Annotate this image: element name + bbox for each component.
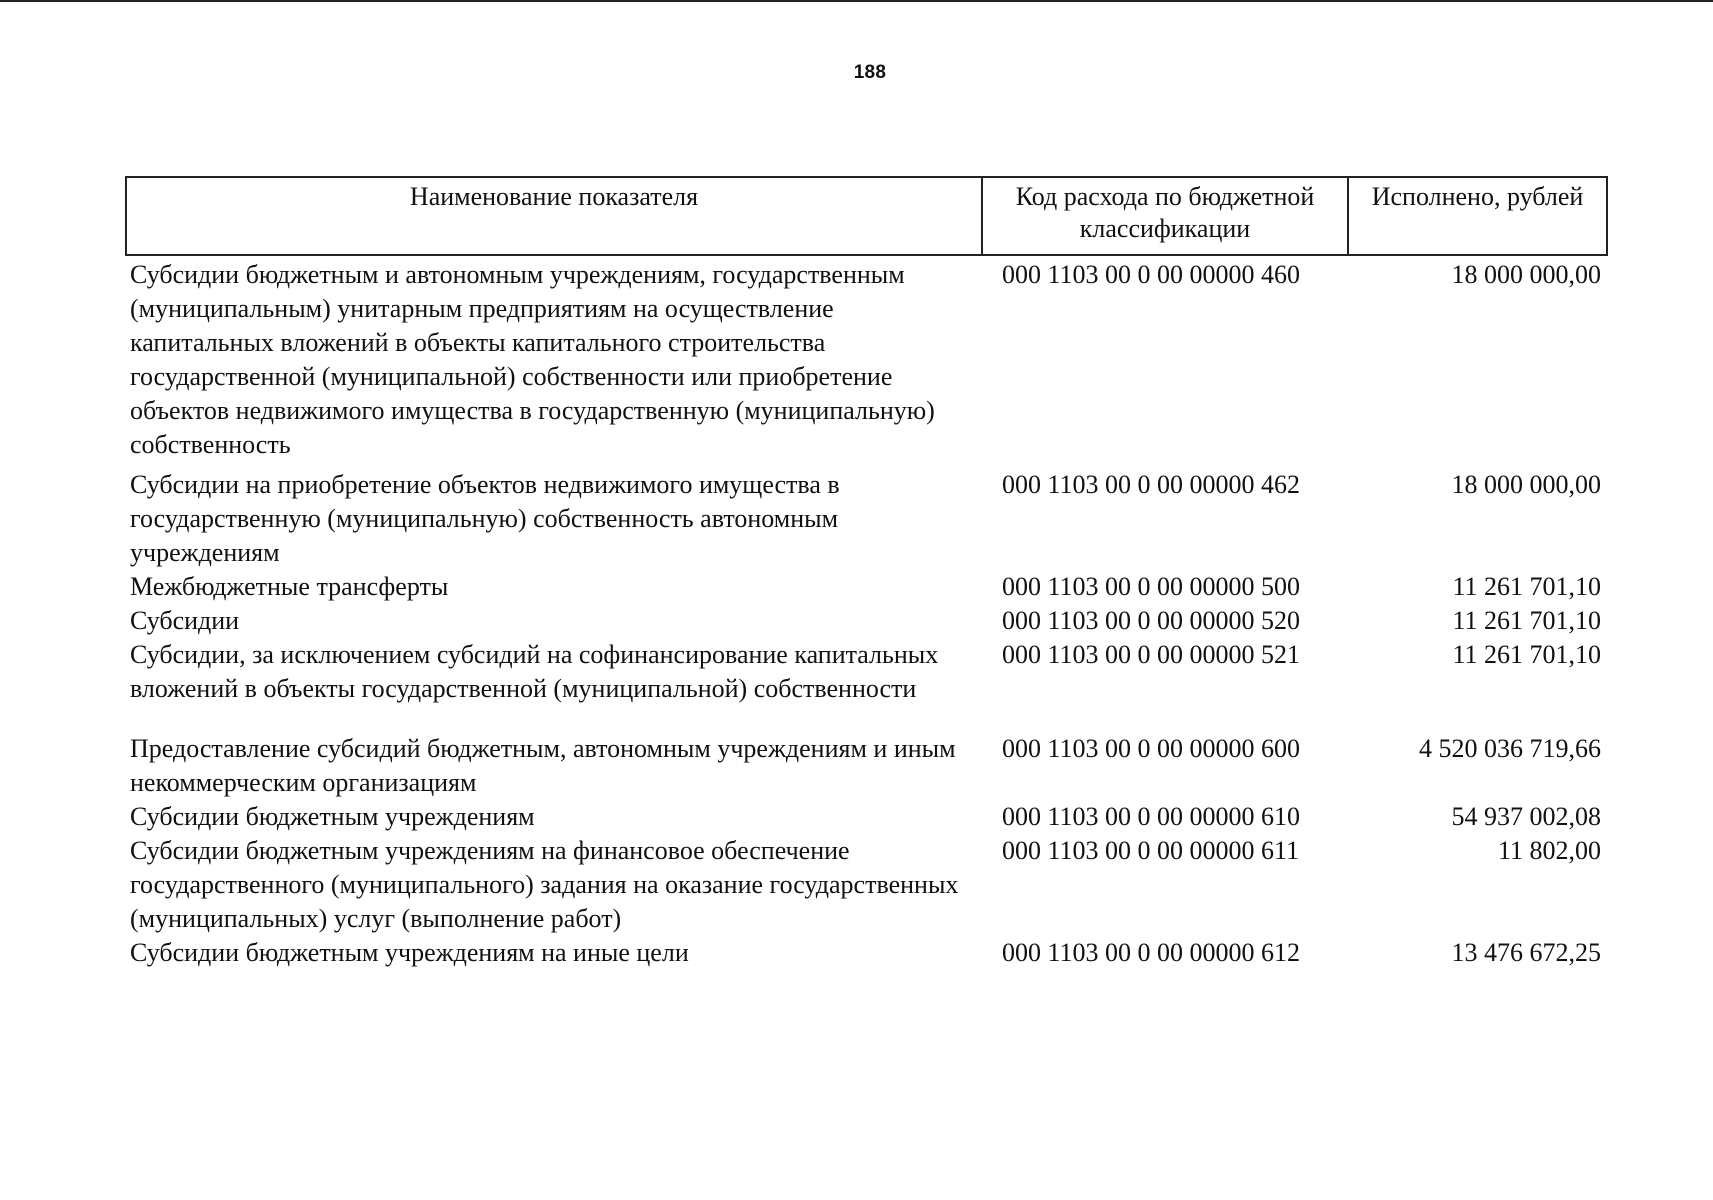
table-row	[126, 834, 1607, 936]
row-amount: 13 476 672,25	[1451, 938, 1601, 967]
row-code: 000 1103 00 0 00 00000 600	[1002, 734, 1301, 763]
row-code: 000 1103 00 0 00 00000 521	[1002, 640, 1301, 669]
row-code: 000 1103 00 0 00 00000 612	[1002, 938, 1301, 967]
row-amount: 18 000 000,00	[1451, 470, 1601, 499]
row-name: Субсидии бюджетным учреждениям на иные цели	[130, 938, 689, 967]
row-name: Межбюджетные трансферты	[130, 572, 449, 601]
page-number: 188	[853, 62, 887, 83]
row-amount: 11 261 701,10	[1452, 572, 1601, 601]
table-row	[126, 468, 1607, 570]
row-amount: 11 261 701,10	[1452, 606, 1601, 635]
row-amount: 54 937 002,08	[1451, 802, 1601, 831]
table-row	[126, 732, 1607, 800]
table-header-row	[126, 177, 1607, 255]
table-row	[126, 936, 1607, 970]
row-name: Субсидии бюджетным и автономным учреждениям, государственным (муниципальным) унитарным предприятиям на осуществление капитальных вложений в объекты капитального строительства государственной (муниципальной) собственности или приобретение объектов недвижимого имущества в государственную (муниципальную) собственность	[130, 260, 935, 459]
header-code: Код расхода по бюджетной классификации	[982, 177, 1348, 255]
row-amount: 11 802,00	[1497, 836, 1601, 865]
table-row	[126, 800, 1607, 834]
row-code: 000 1103 00 0 00 00000 520	[1002, 606, 1301, 635]
table-row	[126, 604, 1607, 638]
header-amount: Исполнено, рублей	[1348, 177, 1607, 255]
row-name: Субсидии на приобретение объектов недвижимого имущества в государственную (муниципальную) собственность автономным учреждениям	[130, 470, 840, 567]
row-amount: 18 000 000,00	[1451, 260, 1601, 289]
row-code: 000 1103 00 0 00 00000 500	[1002, 572, 1301, 601]
page-top-border	[0, 0, 1713, 2]
row-name: Субсидии	[130, 606, 240, 635]
header-name: Наименование показателя	[126, 177, 982, 255]
row-code: 000 1103 00 0 00 00000 610	[1002, 802, 1301, 831]
row-amount: 11 261 701,10	[1452, 640, 1601, 669]
row-code: 000 1103 00 0 00 00000 462	[1002, 470, 1301, 499]
table-row	[126, 570, 1607, 604]
row-name: Предоставление субсидий бюджетным, автономным учреждениям и иным некоммерческим организациям	[130, 734, 956, 797]
row-code: 000 1103 00 0 00 00000 611	[1002, 836, 1300, 865]
row-name: Субсидии бюджетным учреждениям на финансовое обеспечение государственного (муниципального) задания на оказание государственных (муниципальных) услуг (выполнение работ)	[130, 836, 959, 933]
row-code: 000 1103 00 0 00 00000 460	[1002, 260, 1301, 289]
table-row	[126, 638, 1607, 732]
row-amount: 4 520 036 719,66	[1419, 734, 1601, 763]
budget-table	[125, 176, 1608, 970]
row-name: Субсидии, за исключением субсидий на софинансирование капитальных вложений в объекты государственной (муниципальной) собственности	[130, 640, 939, 703]
row-name: Субсидии бюджетным учреждениям	[130, 802, 535, 831]
table-row	[126, 255, 1607, 468]
